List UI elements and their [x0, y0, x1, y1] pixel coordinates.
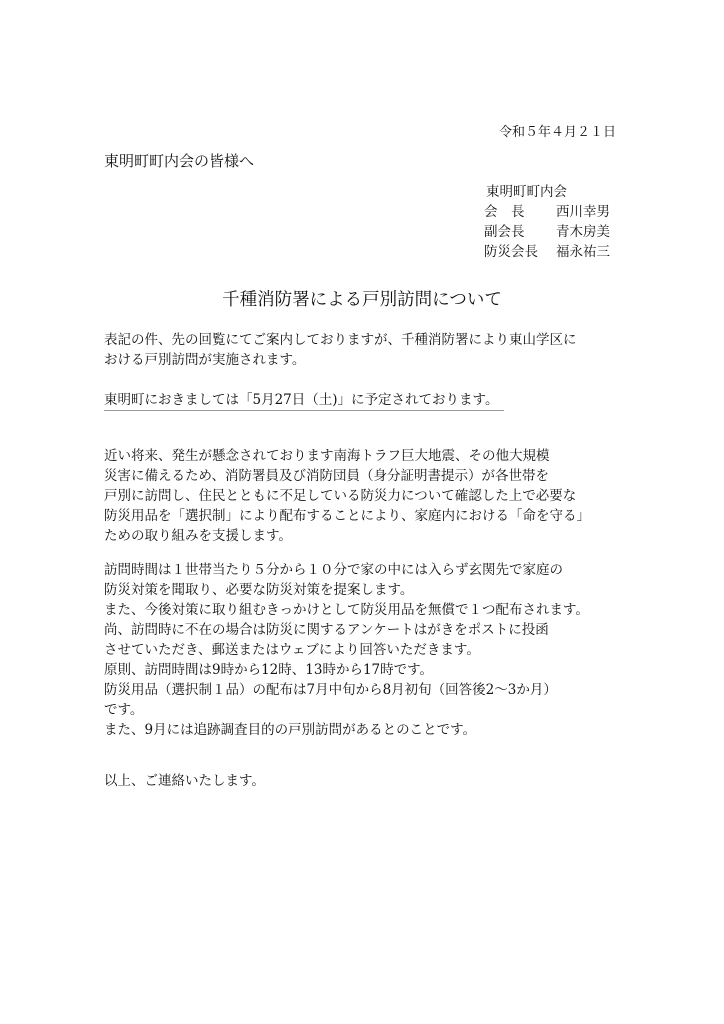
text-line: 表記の件、先の回覧にてご案内しておりますが、千種消防署により東山学区に — [104, 332, 577, 348]
officer-name: 西川幸男 — [556, 204, 610, 220]
officer-name: 青木房美 — [556, 224, 610, 240]
text-line: また、9月には追跡調査目的の戸別訪問があるとのことです。 — [104, 722, 477, 738]
text-line: おける戸別訪問が実施されます。 — [104, 352, 306, 368]
addressee: 東明町町内会の皆様へ — [104, 152, 255, 170]
officer-name: 福永祐三 — [556, 244, 610, 260]
details-paragraph — [104, 560, 589, 740]
text-line: 戸別に訪問し、住民とともに不足している防災力について確認した上で必要な — [104, 488, 577, 504]
text-line: ための取り組みを支援します。 — [104, 528, 292, 544]
text-line: また、今後対策に取り組むきっかけとして防災用品を無償で１つ配布されます。 — [104, 602, 589, 618]
text-line: 尚、訪問時に不在の場合は防災に関するアンケートはがきをポストに投函 — [104, 622, 549, 638]
sender-officer-chair — [484, 200, 610, 220]
schedule-date: 「5月27日（土)」 — [239, 392, 352, 408]
sender-officer-vice-chair — [484, 220, 610, 240]
text-line: です。 — [104, 702, 144, 718]
intro-paragraph — [104, 330, 577, 370]
officer-role: 防災会長 — [484, 244, 538, 260]
schedule-line — [104, 388, 504, 411]
sender-officer-disaster-chair — [484, 240, 610, 260]
schedule-prefix: 東明町におきましては — [104, 392, 239, 408]
text-line: 原則、訪問時間は9時から12時、13時から17時です。 — [104, 662, 434, 678]
closing-remark: 以上、ご連絡いたします。 — [104, 773, 265, 789]
text-line: 防災用品を「選択制」により配布することにより、家庭内における「命を守る」 — [104, 508, 590, 524]
text-line: 災害に備えるため、消防署員及び消防団員（身分証明書提示）が各世帯を — [104, 468, 549, 484]
officer-role: 副会長 — [484, 224, 525, 240]
text-line: 近い将来、発生が懸念されております南海トラフ巨大地震、その他大規模 — [104, 448, 550, 464]
sender-organization: 東明町町内会 — [486, 184, 567, 200]
text-line: 防災用品（選択制１品）の配布は7月中旬から8月初旬（回答後2～3か月） — [104, 682, 557, 698]
text-line: させていただき、郵送またはウェブにより回答いただきます。 — [104, 642, 480, 658]
text-line: 防災対策を聞取り、必要な防災対策を提案します。 — [104, 582, 414, 598]
document-title: 千種消防署による戸別訪問について — [222, 290, 502, 310]
schedule-suffix: に予定されております。 — [351, 392, 499, 408]
officer-role: 会 長 — [484, 204, 525, 220]
purpose-paragraph — [104, 446, 590, 546]
document-date: 令和５年４月２１日 — [498, 125, 616, 140]
text-line: 訪問時間は１世帯当たり５分から１０分で家の中には入らず玄関先で家庭の — [104, 562, 563, 578]
